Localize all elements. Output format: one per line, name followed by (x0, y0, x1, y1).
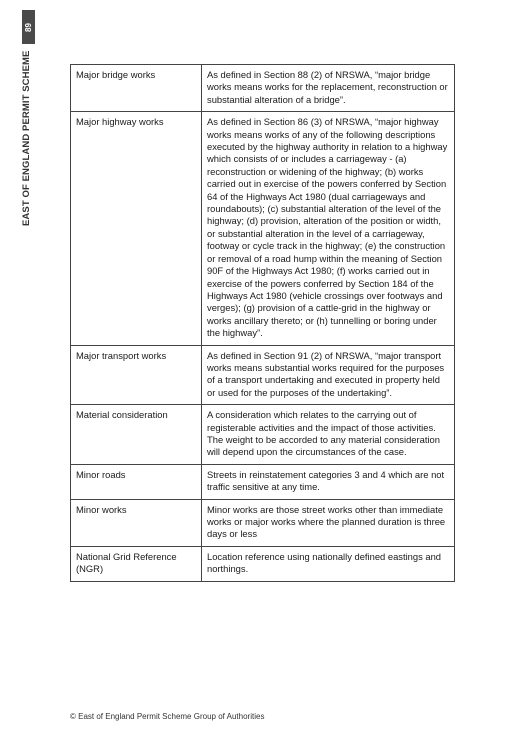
definition-cell: As defined in Section 91 (2) of NRSWA, “major transport works means substantial works required for the purposes of a transport undertaking and executed in property held or used for the purposes of the undertaking”. (202, 345, 455, 405)
term-cell: Minor roads (71, 464, 202, 499)
table-row (71, 546, 455, 581)
term-cell: Major transport works (71, 345, 202, 405)
table-row (71, 345, 455, 405)
term-cell: National Grid Reference (NGR) (71, 546, 202, 581)
page-number: 89 (24, 22, 33, 32)
term-cell: Material consideration (71, 405, 202, 465)
definition-cell: Location reference using nationally defined eastings and northings. (202, 546, 455, 581)
definition-cell: As defined in Section 88 (2) of NRSWA, “major bridge works means works for the replacement, reconstruction or substantial alteration of a bridge”. (202, 65, 455, 112)
term-cell: Major bridge works (71, 65, 202, 112)
side-title-text: EAST OF ENGLAND PERMIT SCHEME (21, 50, 32, 226)
table-row (71, 112, 455, 345)
term-cell: Major highway works (71, 112, 202, 345)
table-row (71, 499, 455, 546)
definition-cell: Streets in reinstatement categories 3 and 4 which are not traffic sensitive at any time. (202, 464, 455, 499)
table-row (71, 405, 455, 465)
table-row (71, 464, 455, 499)
table-row (71, 65, 455, 112)
term-cell: Minor works (71, 499, 202, 546)
definition-cell: As defined in Section 86 (3) of NRSWA, “major highway works means works of any of the following descriptions executed by the highway authority in relation to a highway which consists of or includes a carriageway - (a) reconstruction or widening of the highway; (b) works carried out in exercise of the powers conferred by Section 64 of the Highways Act 1980 (dual carriageways and roundabouts); (c) substantial alteration of the level of the highway; (d) provision, alteration of the position or width, or substantial alteration in the level of a carriageway, footway or cycle track in the highway; (e) the construction or removal of a road hump within the meaning of Section 90F of the Highways Act 1980; (f) works carried out in exercise of the powers conferred by Section 184 of the Highways Act 1980 (vehicle crossings over footways and verges); (g) provision of a cattle-grid in the highway or works ancillary thereto; or (h) tunnelling or boring under the highway”. (202, 112, 455, 345)
footer-copyright: © East of England Permit Scheme Group of Authorities (70, 712, 265, 721)
definition-cell: A consideration which relates to the carrying out of registerable activities and the impact of those activities. The weight to be accorded to any material consideration will depend upon the circumstances of the case. (202, 405, 455, 465)
definition-cell: Minor works are those street works other than immediate works or major works where the planned duration is three days or less (202, 499, 455, 546)
page-number-tab (22, 10, 35, 44)
glossary-table (70, 64, 455, 582)
